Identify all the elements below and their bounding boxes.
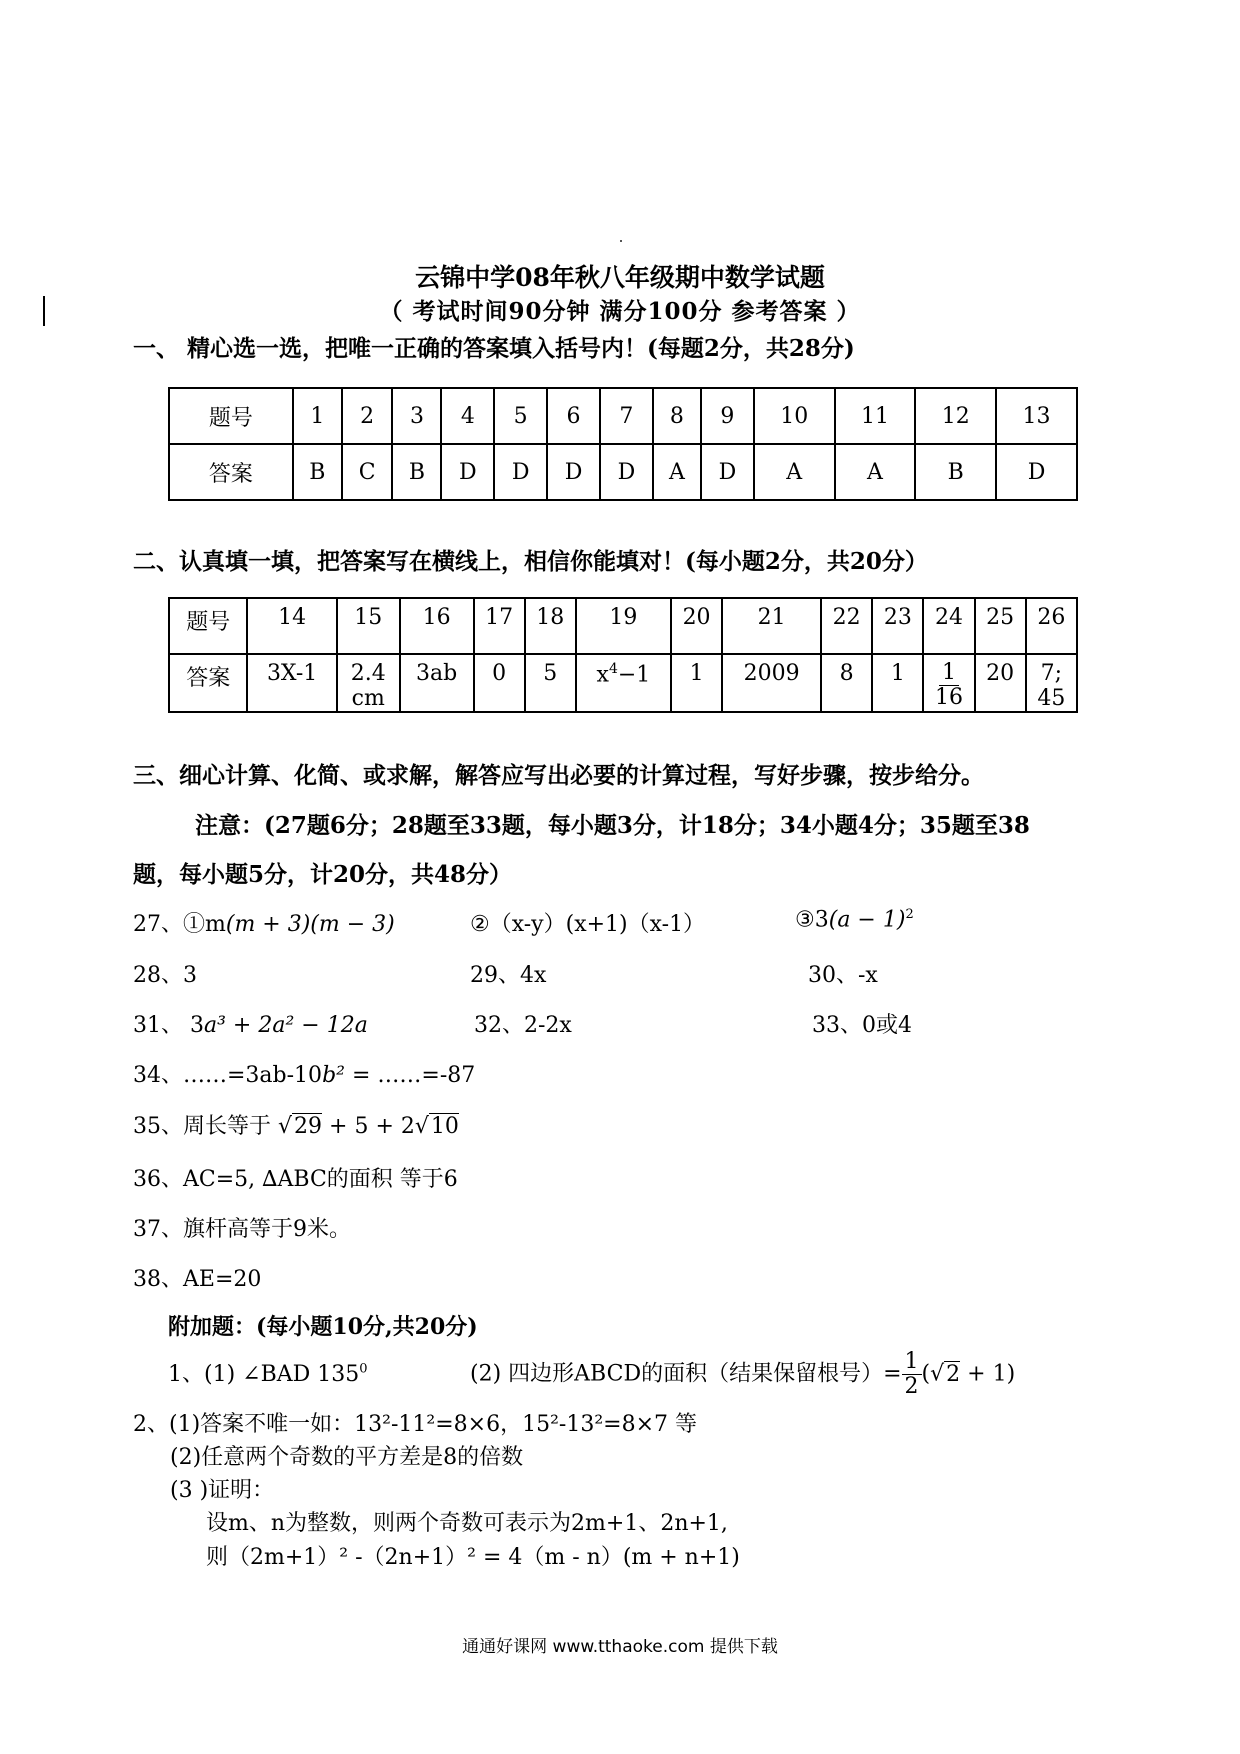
answer-36: 36、AC=5, ∆ABC的面积 等于6 bbox=[133, 1167, 458, 1192]
cell-number: 22 bbox=[821, 598, 872, 654]
answer-27-2: ②（x-y）(x+1)（x-1） bbox=[470, 912, 706, 937]
cell-number: 20 bbox=[671, 598, 722, 654]
cell-answer: 7; 45 bbox=[1026, 654, 1077, 712]
bonus-2-line4: 设m、n为整数，则两个奇数可表示为2m+1、2n+1, bbox=[206, 1511, 728, 1536]
cell-number: 6 bbox=[547, 388, 600, 444]
cell-answer: D bbox=[441, 444, 494, 500]
answer-28: 28、3 bbox=[133, 963, 197, 988]
cell-number: 3 bbox=[392, 388, 441, 444]
section3-note-line2: 题，每小题5分，计20分，共48分） bbox=[133, 861, 513, 888]
cell-answer: 1 bbox=[671, 654, 722, 712]
section2-heading: 二、认真填一填，把答案写在横线上，相信你能填对！(每小题2分，共20分） bbox=[133, 548, 928, 575]
cell-answer: 20 bbox=[975, 654, 1026, 712]
answer-table-1 bbox=[168, 387, 1078, 501]
cell-answer: A bbox=[653, 444, 701, 500]
bonus-2-line1: 2、(1)答案不唯一如：13²-11²=8×6，15²-13²=8×7 等 bbox=[133, 1412, 697, 1437]
bonus-2-line2: (2)任意两个奇数的平方差是8的倍数 bbox=[170, 1445, 524, 1470]
cell-number: 15 bbox=[337, 598, 400, 654]
bonus-heading: 附加题：(每小题10分,共20分) bbox=[168, 1314, 478, 1340]
cell-answer: D bbox=[701, 444, 754, 500]
cell-answer: B bbox=[915, 444, 996, 500]
row-label: 题号 bbox=[169, 598, 247, 654]
answer-37: 37、旗杆高等于9米。 bbox=[133, 1217, 351, 1242]
cell-number: 26 bbox=[1026, 598, 1077, 654]
cell-number: 10 bbox=[754, 388, 835, 444]
cell-number: 9 bbox=[701, 388, 754, 444]
cell-answer: B bbox=[392, 444, 441, 500]
cell-number: 25 bbox=[975, 598, 1026, 654]
answer-30: 30、-x bbox=[808, 963, 878, 988]
cell-number: 12 bbox=[915, 388, 996, 444]
page-subtitle: （ 考试时间90分钟 满分100分 参考答案 ） bbox=[379, 298, 861, 325]
bonus-2-line5: 则（2m+1）² -（2n+1）² = 4（m - n）(m + n+1) bbox=[206, 1545, 740, 1570]
row-label: 答案 bbox=[169, 654, 247, 712]
cell-number: 8 bbox=[653, 388, 701, 444]
footer-credit: 通通好课网 www.tthaoke.com 提供下载 bbox=[462, 1637, 778, 1657]
row-label: 题号 bbox=[169, 388, 293, 444]
answer-35: 35、周长等于 √29 + 5 + 2√10 bbox=[133, 1114, 459, 1139]
cell-number: 1 bbox=[293, 388, 342, 444]
answer-27-3: ③3(a − 1)$^2$ bbox=[795, 907, 914, 933]
section3-note-line1: 注意：(27题6分；28题至33题，每小题3分，计18分；34小题4分；35题至38 bbox=[195, 812, 1030, 839]
cell-answer: 3X-1 bbox=[247, 654, 336, 712]
answer-38: 38、AE=20 bbox=[133, 1267, 262, 1292]
section1-heading: 一、 精心选一选，把唯一正确的答案填入括号内！(每题2分，共28分) bbox=[133, 335, 855, 362]
cell-answer: A bbox=[754, 444, 835, 500]
cell-answer: C bbox=[342, 444, 393, 500]
cell-answer: 3ab bbox=[400, 654, 474, 712]
answer-table-2 bbox=[168, 597, 1078, 713]
answer-34: 34、……=3ab-10b² = ……=-87 bbox=[133, 1063, 476, 1088]
cell-number: 11 bbox=[835, 388, 916, 444]
table-row-numbers bbox=[169, 598, 1077, 654]
scan-dot bbox=[620, 240, 622, 242]
cell-number: 13 bbox=[996, 388, 1077, 444]
section3-heading: 三、细心计算、化简、或求解，解答应写出必要的计算过程，写好步骤，按步给分。 bbox=[133, 762, 984, 789]
cell-answer-fraction bbox=[923, 654, 974, 712]
cell-answer: 2.4 cm bbox=[337, 654, 400, 712]
answer-32: 32、2-2x bbox=[474, 1013, 572, 1038]
cell-number: 21 bbox=[722, 598, 821, 654]
answer-27-1: 27、①m(m + 3)(m − 3) bbox=[133, 912, 395, 937]
cell-answer: 2009 bbox=[722, 654, 821, 712]
cell-number: 23 bbox=[872, 598, 923, 654]
cell-number: 7 bbox=[600, 388, 653, 444]
cell-number: 2 bbox=[342, 388, 393, 444]
cell-answer: D bbox=[494, 444, 547, 500]
fraction: $\frac{1}{2}$ bbox=[902, 1350, 922, 1399]
cell-number: 4 bbox=[441, 388, 494, 444]
table-row-numbers bbox=[169, 388, 1077, 444]
cell-answer: 0 bbox=[474, 654, 525, 712]
answer-29: 29、4x bbox=[470, 963, 547, 988]
row-label: 答案 bbox=[169, 444, 293, 500]
table-row-answers bbox=[169, 444, 1077, 500]
bonus-1-part1: 1、(1) ∠BAD $135^0$ bbox=[168, 1361, 368, 1387]
cell-answer: B bbox=[293, 444, 342, 500]
cell-answer: 5 bbox=[525, 654, 576, 712]
cell-number: 19 bbox=[576, 598, 671, 654]
page-title: 云锦中学08年秋八年级期中数学试题 bbox=[415, 263, 825, 292]
cell-number: 5 bbox=[494, 388, 547, 444]
cell-answer: A bbox=[835, 444, 916, 500]
fraction: $\frac{1}{16}$ bbox=[935, 660, 963, 711]
cell-number: 18 bbox=[525, 598, 576, 654]
cell-number: 16 bbox=[400, 598, 474, 654]
cell-number: 24 bbox=[923, 598, 974, 654]
cell-answer: D bbox=[547, 444, 600, 500]
cell-answer: 8 bbox=[821, 654, 872, 712]
table-row-answers bbox=[169, 654, 1077, 712]
cell-answer: D bbox=[600, 444, 653, 500]
cell-number: 14 bbox=[247, 598, 336, 654]
cell-answer: 1 bbox=[872, 654, 923, 712]
cell-answer: $x^4-1$ bbox=[576, 654, 671, 712]
answer-33: 33、0或4 bbox=[812, 1013, 912, 1038]
bonus-1-part2: (2) 四边形ABCD的面积（结果保留根号）= $\frac{1}{2}$ (√2 + 1) bbox=[470, 1349, 1016, 1400]
cell-answer: D bbox=[996, 444, 1077, 500]
cell-number: 17 bbox=[474, 598, 525, 654]
bonus-2-line3: (3 )证明： bbox=[170, 1478, 275, 1503]
answer-31: 31、 3a³ + 2a² − 12a bbox=[133, 1013, 368, 1038]
